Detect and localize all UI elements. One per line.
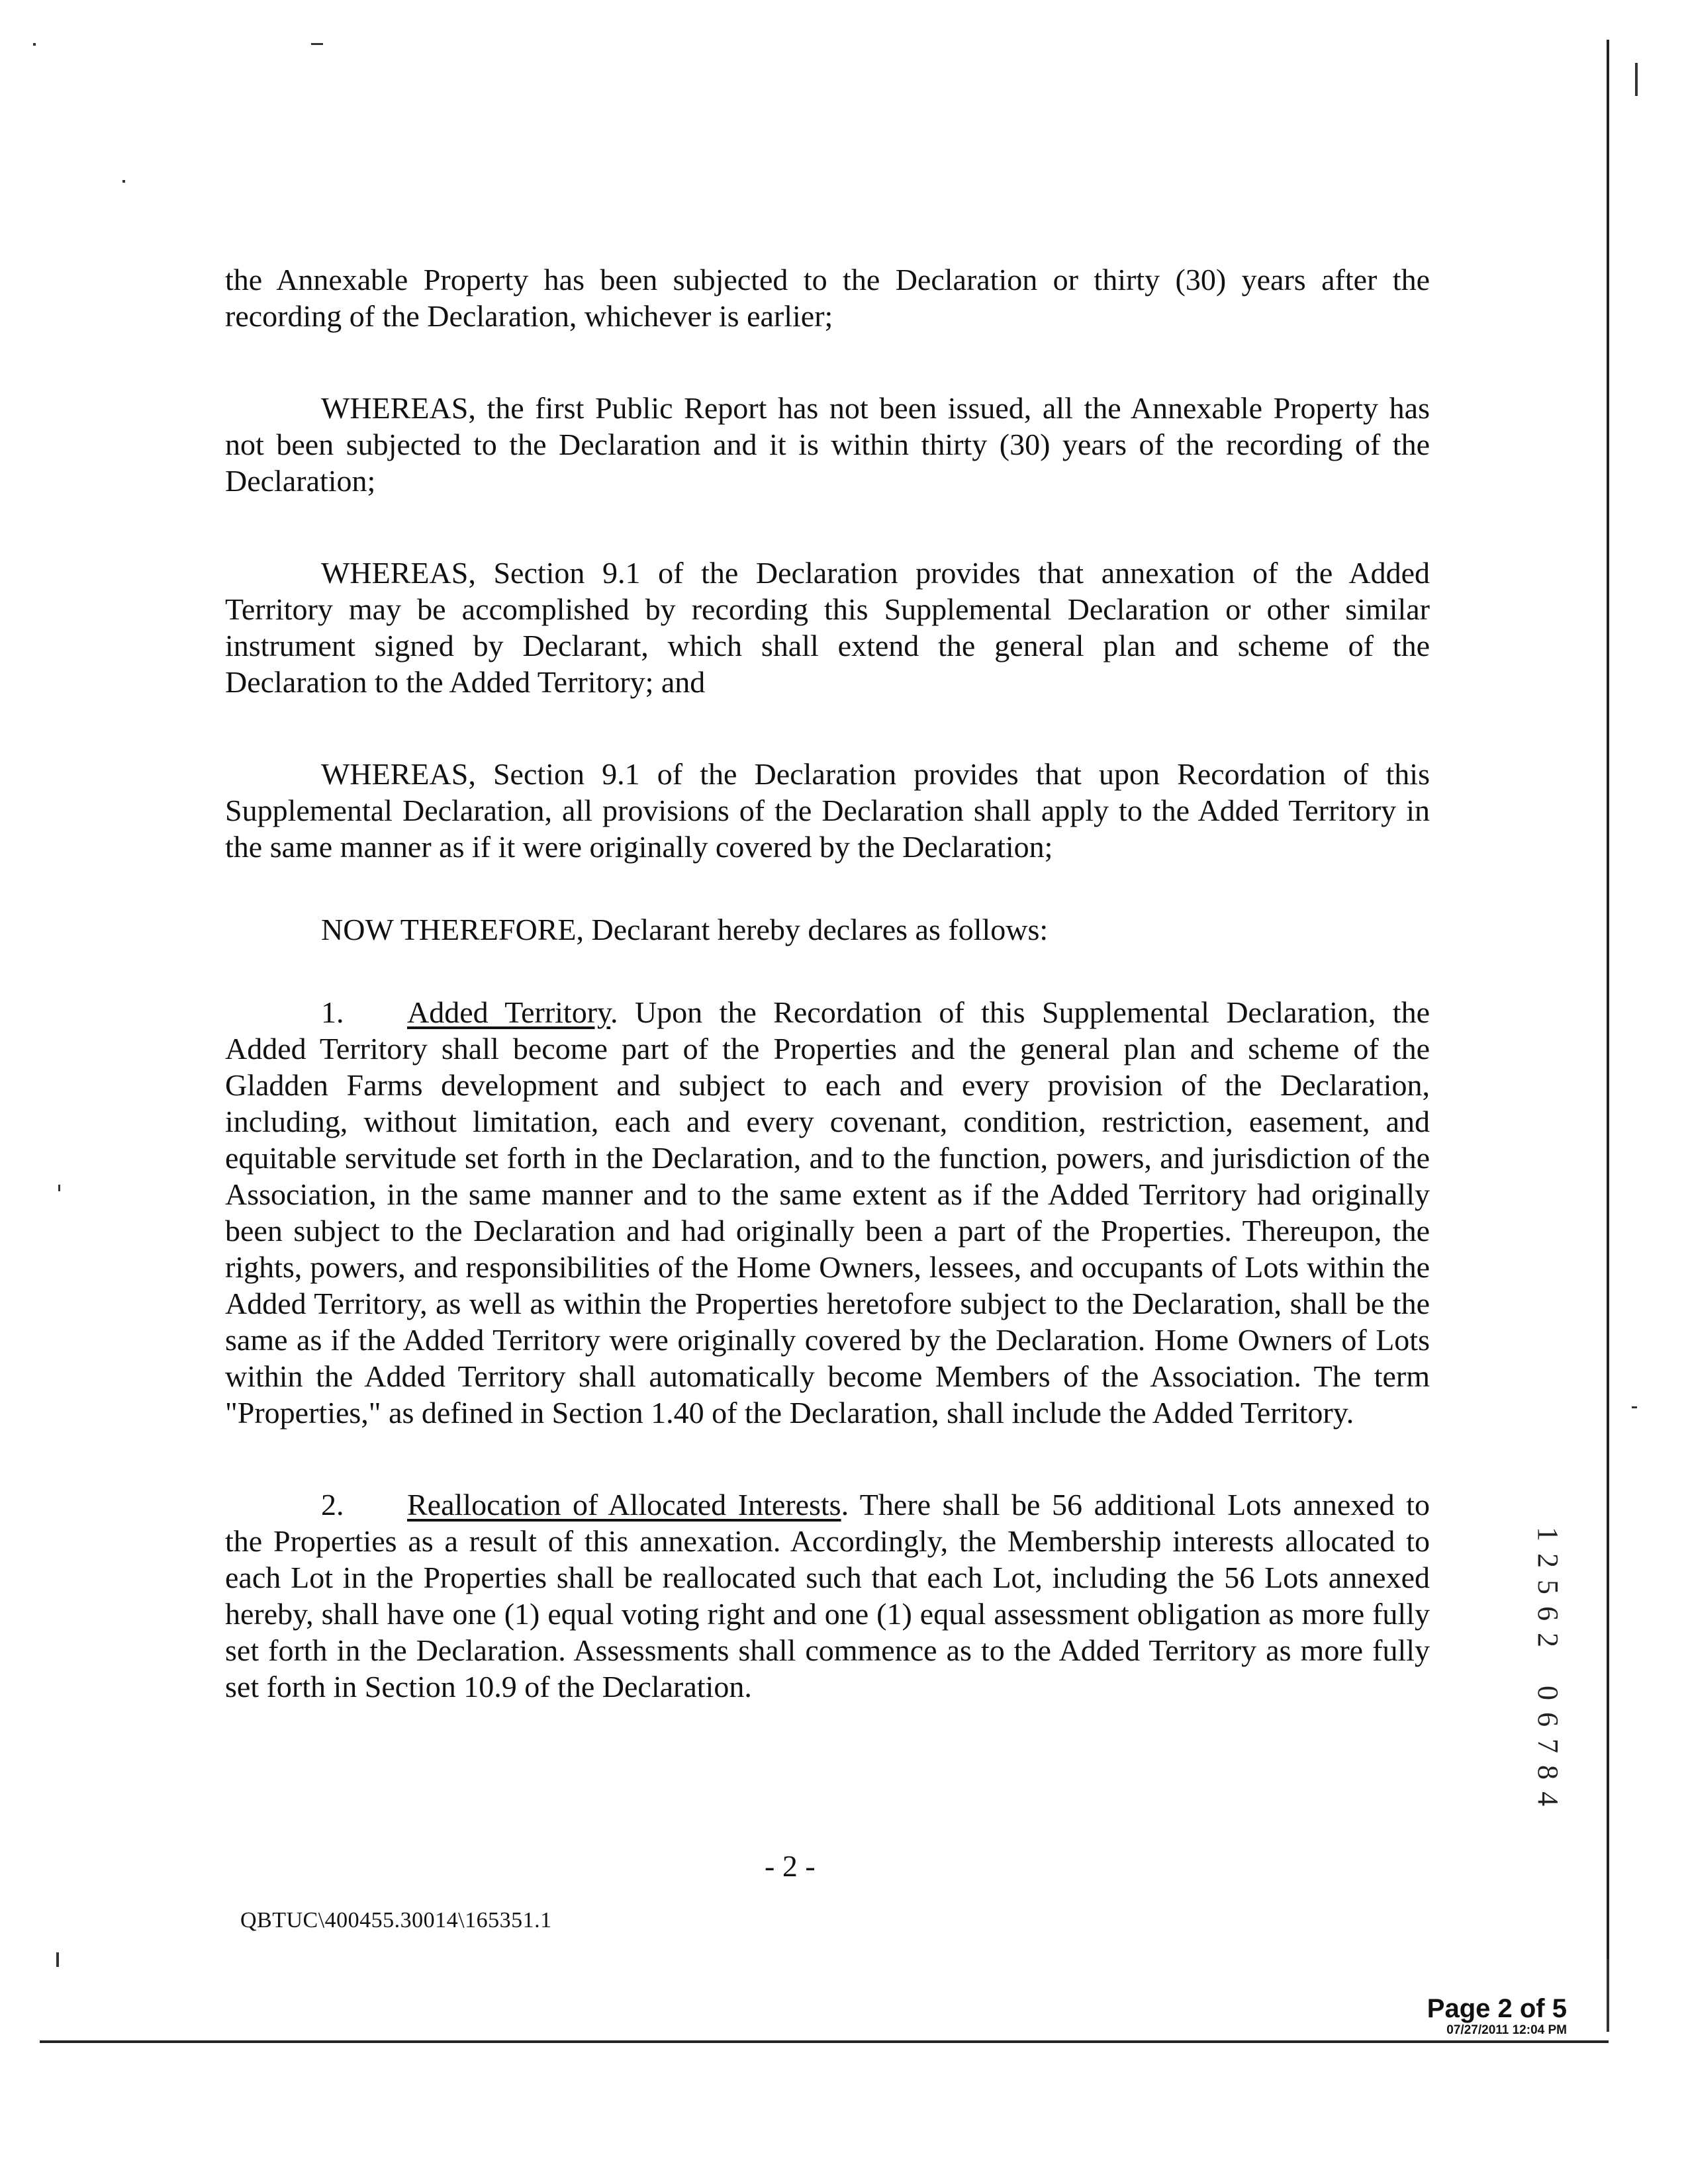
page-number: - 2 -: [765, 1849, 816, 1883]
section-1: [225, 994, 1430, 1431]
scan-speck: [1632, 1406, 1637, 1408]
recording-digit: 7: [1532, 1739, 1564, 1753]
whereas-paragraph-2: WHEREAS, Section 9.1 of the Declaration provides that annexation of the Added Territory may be accomplished by recording this Supplemental Declaration or other similar instrument signed by Declarant, which shall extend the general plan and scheme of the Declaration to the Added Territory; and: [225, 556, 1430, 699]
recording-digit: 2: [1532, 1553, 1564, 1568]
whereas-paragraph-1: WHEREAS, the first Public Report has not been issued, all the Annexable Property has not been subjected to the Declaration and it is within thirty (30) years of the recording of the Declaration;: [225, 391, 1430, 498]
document-body: [225, 261, 1430, 1705]
recording-digit: 0: [1532, 1686, 1564, 1700]
scan-edge-horizontal-line: [40, 2040, 1609, 2043]
recording-digit: 8: [1532, 1765, 1564, 1780]
scan-edge-vertical-line: [1607, 40, 1609, 2032]
whereas-paragraph-3: WHEREAS, Section 9.1 of the Declaration provides that upon Recordation of this Supplemental Declaration, all provisions of the Declaration shall apply to the Added Territory in the same manner as if it were originally covered by the Declaration;: [225, 757, 1430, 864]
section-2-number: 2.: [321, 1488, 344, 1522]
recording-digit: 6: [1532, 1606, 1564, 1621]
recording-digit: 6: [1532, 1712, 1564, 1727]
recording-digit: 5: [1532, 1580, 1564, 1594]
scan-speck: [33, 43, 36, 46]
section-1-heading: Added Territory: [407, 995, 611, 1029]
scan-speck: [56, 1952, 59, 1967]
scan-speck: [1607, 1959, 1609, 2032]
stamp-page-label: Page 2 of 5: [1427, 1994, 1567, 2023]
paragraph-continuation: the Annexable Property has been subjected to the Declaration or thirty (30) years after the recording of the Declaration, whichever is earlier;: [225, 263, 1430, 333]
now-therefore-paragraph: NOW THEREFORE, Declarant hereby declares as follows:: [321, 913, 1049, 946]
footer-document-id: QBTUC\400455.30014\165351.1: [240, 1908, 552, 1933]
section-1-number: 1.: [321, 995, 344, 1029]
recording-digit: 4: [1532, 1792, 1564, 1806]
recording-number-vertical: [1532, 1521, 1564, 1812]
recorder-stamp: [1427, 1994, 1567, 2038]
scan-speck: [1635, 63, 1638, 96]
scan-speck: [122, 180, 125, 183]
section-1-text: . Upon the Recordation of this Supplemental Declaration, the Added Territory shall become part of the Properties and the general plan and scheme of the Gladden Farms development and subject to each and every provision of the Declaration, including, without limitation, each and every covenant, condition, restriction, easement, and equitable servitude set forth in the Declaration, and to the function, powers, and jurisdiction of the Association, in the same manner and to the same extent as if the Added Territory had originally been subject to the Declaration and had originally been a part of the Properties. Thereupon, the rights, powers, and responsibilities of the Home Owners, lessees, and occupants of Lots within the Added Territory, as well as within the Properties heretofore subject to the Declaration, shall be the same as if the Added Territory were originally covered by the Declaration. Home Owners of Lots within the Added Territory shall automatically become Members of the Association. The term "Properties," as defined in Section 1.40 of the Declaration, shall include the Added Territory.: [225, 995, 1430, 1430]
recording-digit: 1: [1532, 1527, 1564, 1541]
scan-speck: [58, 1185, 60, 1191]
recording-digit: [1534, 1653, 1561, 1680]
section-2: [225, 1486, 1430, 1705]
recording-digit: 2: [1532, 1633, 1564, 1647]
stamp-timestamp: 07/27/2011 12:04 PM: [1446, 2023, 1567, 2037]
section-2-text: . There shall be 56 additional Lots annexed to the Properties as a result of this annexation. Accordingly, the Membership interests allocated to each Lot in the Properties shall be reallocated such that each Lot, including the 56 Lots annexed hereby, shall have one (1) equal voting right and one (1) equal assessment obligation as more fully set forth in the Declaration. Assessments shall commence as to the Added Territory as more fully set forth in Section 10.9 of the Declaration.: [225, 1488, 1430, 1704]
section-2-heading: Reallocation of Allocated Interests: [407, 1488, 841, 1522]
scan-speck: [311, 43, 323, 45]
